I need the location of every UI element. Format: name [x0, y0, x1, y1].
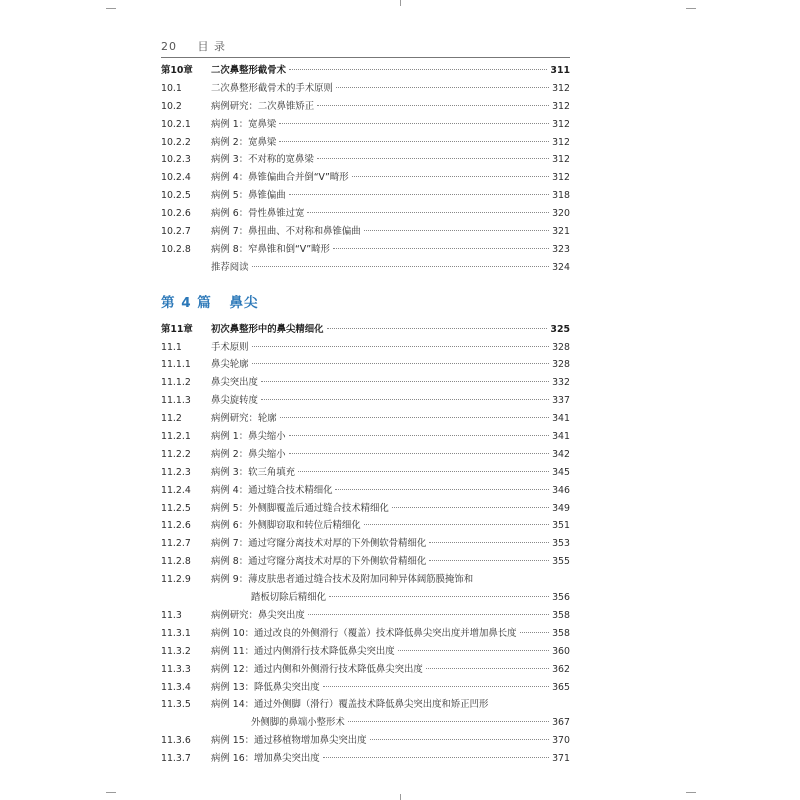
- toc-entry-number: 11.2.2: [161, 448, 191, 460]
- crop-mark: [686, 792, 696, 793]
- toc-page-number: 323: [552, 243, 570, 255]
- dot-leader: [289, 68, 547, 70]
- dot-leader: [335, 488, 549, 490]
- dot-leader: [348, 720, 549, 722]
- toc-entry-number: 10.2: [161, 100, 182, 112]
- toc-page-number: 362: [552, 663, 570, 675]
- toc-entry-title: 病例研究：鼻尖突出度: [211, 609, 305, 621]
- crop-mark: [400, 794, 401, 800]
- toc-entry-title: 病例 10：通过改良的外侧滑行（覆盖）技术降低鼻尖突出度并增加鼻长度: [211, 627, 517, 639]
- toc-entry-number: 11.3.4: [161, 681, 191, 693]
- toc-page-number: 324: [552, 261, 570, 273]
- toc-row: [161, 428, 570, 446]
- toc-chapter-row: [161, 321, 570, 339]
- toc-page-number: 312: [552, 136, 570, 148]
- dot-leader: [317, 157, 549, 159]
- toc-page-number: 321: [552, 226, 570, 238]
- dot-leader: [261, 380, 549, 382]
- toc-entry-number: 11.2.7: [161, 538, 191, 550]
- crop-mark: [686, 8, 696, 9]
- toc-entry-number: 11.3.6: [161, 735, 191, 747]
- toc-entry-title: 病例 15：通过移植物增加鼻尖突出度: [211, 735, 367, 747]
- toc-row: [161, 661, 570, 679]
- toc-entry-title: 鼻尖旋转度: [211, 395, 258, 407]
- toc-entry-title: 病例 3：软三角填充: [211, 466, 295, 478]
- toc-entry-title: 病例 1：鼻尖缩小: [211, 431, 286, 443]
- dot-leader: [520, 631, 549, 633]
- toc-row: [161, 517, 570, 535]
- dot-leader: [327, 327, 548, 329]
- toc-section-chapter-10: [161, 62, 570, 277]
- toc-row: [161, 696, 570, 714]
- dot-leader: [252, 265, 549, 267]
- toc-entry-number: 11.2.6: [161, 520, 191, 532]
- toc-row: [161, 98, 570, 116]
- page-number: 20: [161, 40, 177, 53]
- dot-leader: [370, 738, 549, 740]
- toc-page-number: 325: [550, 323, 570, 335]
- toc-entry-number: 第11章: [161, 323, 193, 335]
- dot-leader: [317, 104, 549, 106]
- toc-page-number: 311: [550, 65, 570, 76]
- toc-entry-title: 病例 8：通过穹窿分离技术对厚的下外侧软骨精细化: [211, 556, 427, 568]
- toc-row: [161, 151, 570, 169]
- toc-chapter-row: [161, 62, 570, 80]
- dot-leader: [252, 362, 549, 364]
- toc-row: [161, 392, 570, 410]
- toc-entry-title: 二次鼻整形截骨术的手术原则: [211, 82, 333, 94]
- toc-page-number: 337: [552, 395, 570, 407]
- toc-entry-title: 病例 6：外侧脚窃取和转位后精细化: [211, 520, 361, 532]
- dot-leader: [336, 86, 549, 88]
- dot-leader: [429, 559, 549, 561]
- toc-entry-number: 第10章: [161, 65, 193, 76]
- header-title: 目 录: [197, 40, 226, 53]
- toc-page-number: 320: [552, 208, 570, 220]
- toc-page-number: 312: [552, 172, 570, 184]
- toc-row: [161, 750, 570, 768]
- toc-entry-number: 10.2.7: [161, 226, 191, 238]
- table-of-contents: [161, 62, 570, 768]
- toc-row: [161, 339, 570, 357]
- toc-row: [161, 446, 570, 464]
- toc-entry-number: 11.1.1: [161, 359, 191, 371]
- toc-entry-title: 病例 2：宽鼻梁: [211, 136, 277, 148]
- toc-entry-number: 11.3.3: [161, 663, 191, 675]
- toc-row: [161, 625, 570, 643]
- dot-leader: [333, 247, 549, 249]
- toc-entry-number: 11.3.2: [161, 645, 191, 657]
- toc-entry-number: 11.2.9: [161, 574, 191, 586]
- dot-leader: [307, 211, 549, 213]
- dot-leader: [392, 506, 549, 508]
- toc-row: [161, 116, 570, 134]
- toc-page-number: 349: [552, 502, 570, 514]
- toc-row: [161, 205, 570, 223]
- toc-entry-title: 病例研究：轮廓: [211, 413, 277, 425]
- toc-entry-title: 病例 5：外侧脚覆盖后通过缝合技术精细化: [211, 502, 389, 514]
- toc-row: [161, 643, 570, 661]
- toc-row: [161, 464, 570, 482]
- toc-entry-title: 病例 7：通过穹窿分离技术对厚的下外侧软骨精细化: [211, 538, 427, 550]
- dot-leader: [364, 229, 549, 231]
- toc-entry-title: 病例 14：通过外侧脚（滑行）覆盖技术降低鼻尖突出度和矫正凹形: [211, 699, 489, 711]
- crop-mark: [106, 792, 116, 793]
- dot-leader: [279, 140, 549, 142]
- toc-row: [161, 223, 570, 241]
- dot-leader: [323, 685, 549, 687]
- toc-page-number: 342: [552, 448, 570, 460]
- toc-entry-number: 10.2.1: [161, 118, 191, 130]
- toc-entry-number: 11.2.3: [161, 466, 191, 478]
- toc-entry-title: 病例 2：鼻尖缩小: [211, 448, 286, 460]
- toc-entry-title: 病例 3：不对称的宽鼻梁: [211, 154, 314, 166]
- toc-row: [161, 571, 570, 589]
- toc-entry-title: 踏板切除后精细化: [251, 592, 327, 604]
- header-rule: [161, 57, 570, 58]
- dot-leader: [289, 193, 549, 195]
- dot-leader: [298, 470, 549, 472]
- toc-page-number: 345: [552, 466, 570, 478]
- toc-row: [161, 241, 570, 259]
- toc-row: [161, 482, 570, 500]
- toc-entry-number: 10.2.8: [161, 243, 191, 255]
- toc-entry-number: 10.2.3: [161, 154, 191, 166]
- dot-leader: [426, 667, 549, 669]
- toc-page-number: 346: [552, 484, 570, 496]
- toc-entry-title: 二次鼻整形截骨术: [211, 65, 287, 76]
- toc-entry-title: 病例 16：增加鼻尖突出度: [211, 753, 320, 765]
- dot-leader: [398, 649, 549, 651]
- toc-row: [161, 80, 570, 98]
- toc-entry-title: 鼻尖突出度: [211, 377, 258, 389]
- toc-entry-title: 病例 13：降低鼻尖突出度: [211, 681, 320, 693]
- toc-page-number: 341: [552, 431, 570, 443]
- toc-entry-number: 11.3.7: [161, 753, 191, 765]
- toc-entry-title: 病例 5：鼻锥偏曲: [211, 190, 286, 202]
- toc-entry-number: 10.2.4: [161, 172, 191, 184]
- toc-entry-title: 病例 8：窄鼻锥和倒“V”畸形: [211, 243, 330, 255]
- toc-page-number: 312: [552, 100, 570, 112]
- toc-row: [161, 169, 570, 187]
- toc-page-number: 332: [552, 377, 570, 389]
- toc-entry-number: 11.2.5: [161, 502, 191, 514]
- toc-entry-title: 手术原则: [211, 341, 249, 353]
- toc-row: [161, 535, 570, 553]
- toc-entry-title: 鼻尖轮廓: [211, 359, 249, 371]
- toc-row: [161, 259, 570, 277]
- toc-entry-number: 11.2.4: [161, 484, 191, 496]
- toc-page-number: 341: [552, 413, 570, 425]
- toc-row: [161, 589, 570, 607]
- toc-page-number: 365: [552, 681, 570, 693]
- dot-leader: [279, 122, 549, 124]
- dot-leader: [329, 595, 549, 597]
- toc-row: [161, 714, 570, 732]
- toc-entry-number: 11.2: [161, 413, 182, 425]
- toc-entry-title: 病例 9：薄皮肤患者通过缝合技术及附加同种异体阔筋膜掩饰和: [211, 574, 474, 586]
- toc-entry-number: 10.2.6: [161, 208, 191, 220]
- toc-entry-title: 推荐阅读: [211, 261, 249, 273]
- toc-page-number: 328: [552, 341, 570, 353]
- toc-entry-title: 初次鼻整形中的鼻尖精细化: [211, 323, 324, 335]
- toc-row: [161, 134, 570, 152]
- toc-row: [161, 607, 570, 625]
- toc-page-number: 355: [552, 556, 570, 568]
- dot-leader: [308, 613, 549, 615]
- dot-leader: [252, 345, 549, 347]
- toc-entry-number: 11.3.5: [161, 699, 191, 711]
- dot-leader: [352, 175, 549, 177]
- toc-row: [161, 679, 570, 697]
- toc-entry-title: 病例 7：鼻扭曲、不对称和鼻锥偏曲: [211, 226, 361, 238]
- dot-leader: [261, 398, 549, 400]
- toc-entry-title: 病例 4：鼻锥偏曲合并倒“V”畸形: [211, 172, 349, 184]
- toc-row: [161, 187, 570, 205]
- toc-page-number: 318: [552, 190, 570, 202]
- toc-entry-number: 10.1: [161, 82, 182, 94]
- toc-page-number: 312: [552, 82, 570, 94]
- dot-leader: [364, 523, 549, 525]
- toc-page-number: 312: [552, 154, 570, 166]
- toc-entry-title: 病例 4：通过缝合技术精细化: [211, 484, 333, 496]
- toc-page-number: 328: [552, 359, 570, 371]
- dot-leader: [429, 541, 549, 543]
- toc-row: [161, 732, 570, 750]
- part-heading: [161, 277, 570, 321]
- toc-page-number: 358: [552, 627, 570, 639]
- toc-entry-title: 外侧脚的鼻端小整形术: [251, 717, 345, 729]
- part-label: 第 4 篇: [161, 294, 212, 311]
- toc-page-number: 312: [552, 118, 570, 130]
- toc-page-number: 371: [552, 753, 570, 765]
- crop-mark: [106, 8, 116, 9]
- toc-row: [161, 374, 570, 392]
- toc-row: [161, 553, 570, 571]
- toc-row: [161, 500, 570, 518]
- toc-page-number: 356: [552, 592, 570, 604]
- toc-page-number: 353: [552, 538, 570, 550]
- dot-leader: [323, 756, 549, 758]
- toc-row: [161, 410, 570, 428]
- toc-entry-number: 10.2.2: [161, 136, 191, 148]
- toc-entry-title: 病例 1：宽鼻梁: [211, 118, 277, 130]
- toc-entry-number: 11.3: [161, 609, 182, 621]
- toc-page-number: 358: [552, 609, 570, 621]
- toc-entry-title: 病例研究：二次鼻锥矫正: [211, 100, 315, 112]
- toc-entry-number: 11.2.1: [161, 431, 191, 443]
- crop-mark: [400, 0, 401, 6]
- toc-entry-title: 病例 6：骨性鼻锥过宽: [211, 208, 305, 220]
- toc-entry-number: 11.1.2: [161, 377, 191, 389]
- toc-section-chapter-11: [161, 321, 570, 768]
- toc-entry-number: 11.3.1: [161, 627, 191, 639]
- toc-entry-title: 病例 12：通过内侧和外侧滑行技术降低鼻尖突出度: [211, 663, 423, 675]
- toc-page-number: 351: [552, 520, 570, 532]
- toc-entry-title: 病例 11：通过内侧滑行技术降低鼻尖突出度: [211, 645, 395, 657]
- toc-page-number: 367: [552, 717, 570, 729]
- dot-leader: [289, 434, 549, 436]
- toc-entry-number: 11.1.3: [161, 395, 191, 407]
- dot-leader: [280, 416, 549, 418]
- toc-row: [161, 356, 570, 374]
- toc-page-number: 360: [552, 645, 570, 657]
- toc-entry-number: 11.1: [161, 341, 182, 353]
- toc-entry-number: 11.2.8: [161, 556, 191, 568]
- toc-entry-number: 10.2.5: [161, 190, 191, 202]
- dot-leader: [289, 452, 549, 454]
- toc-page-number: 370: [552, 735, 570, 747]
- part-title: 鼻尖: [229, 294, 259, 311]
- running-header: [161, 38, 226, 54]
